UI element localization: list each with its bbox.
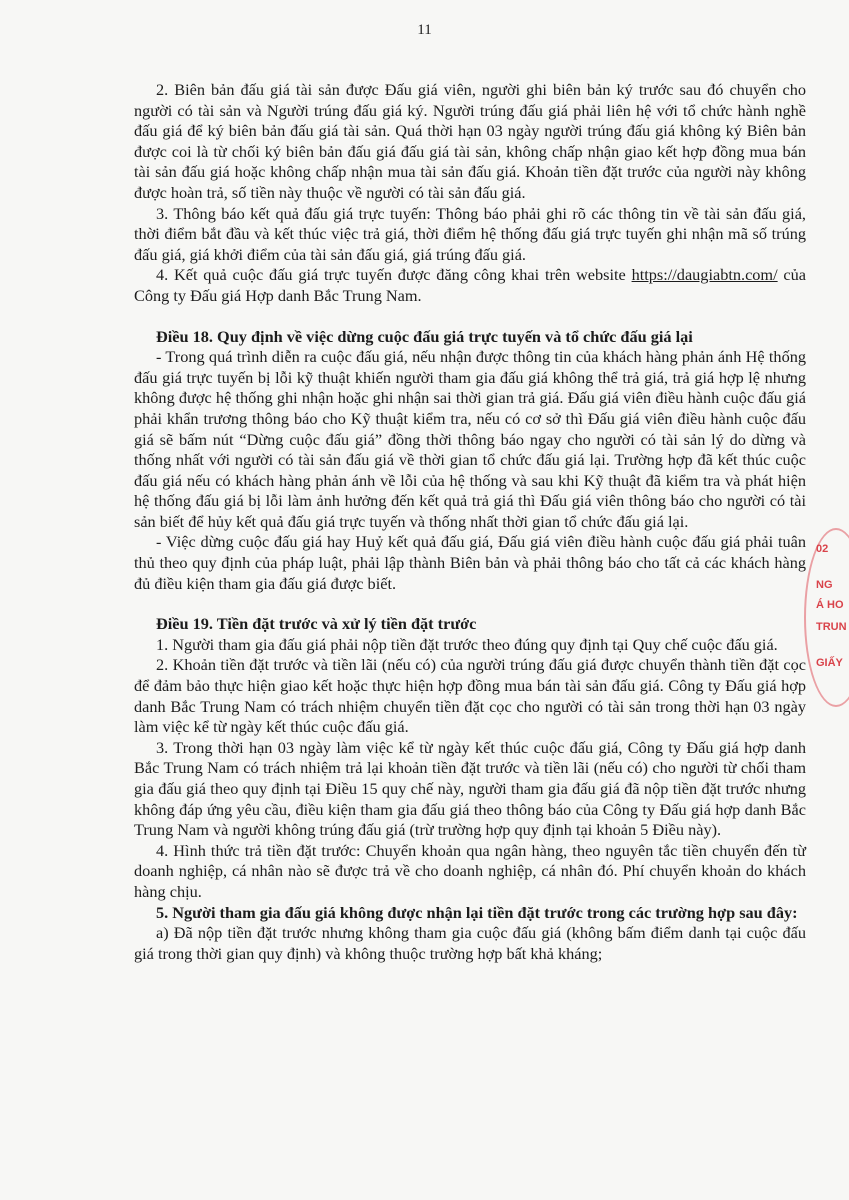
paragraph: 2. Khoản tiền đặt trước và tiền lãi (nếu có) của người trúng đấu giá được chuyển thành tiền đặt cọc để đảm bảo thực hiện giao kết hoặc thực hiện hợp đồng mua bán tài sản đấu giá. Công ty Đấu giá hợp danh Bắc Trung Nam có trách nhiệm chuyển tiền đặt cọc cho người có tài sản trong thời hạn 03 ngày làm việc kể từ ngày kết thúc cuộc đấu giá. bbox=[134, 655, 806, 737]
website-link[interactable]: https://daugiabtn.com/ bbox=[631, 265, 778, 285]
stamp-text: TRUN bbox=[816, 621, 847, 633]
paragraph: 1. Người tham gia đấu giá phải nộp tiền đặt trước theo đúng quy định tại Quy chế cuộc đấu giá. bbox=[156, 634, 778, 654]
paragraph-with-link bbox=[134, 265, 806, 306]
paragraph: 4. Hình thức trả tiền đặt trước: Chuyển khoản qua ngân hàng, theo nguyên tắc tiền chuyển đến từ doanh nghiệp, cá nhân nào sẽ được trả về cho doanh nghiệp, cá nhân đó. Phí chuyển khoản do khách hàng chịu. bbox=[134, 840, 806, 901]
stamp-text: Á HO bbox=[816, 599, 844, 611]
document-body bbox=[134, 80, 806, 964]
link-text-after: của Công ty Đấu giá Hợp danh Bắc Trung Nam. bbox=[134, 265, 806, 305]
paragraph: 3. Thông báo kết quả đấu giá trực tuyến: Thông báo phải ghi rõ các thông tin về tài sản đấu giá, thời điểm bắt đầu và kết thúc việc trả giá, thời điểm hệ thống đấu giá trực tuyến ghi nhận mã số trúng đấu giá, giá khởi điểm của tài sản đấu giá, giá trúng đấu giá. bbox=[134, 203, 806, 264]
article-18-heading: Điều 18. Quy định về việc dừng cuộc đấu giá trực tuyến và tổ chức đấu giá lại bbox=[156, 326, 693, 346]
article-19-heading: Điều 19. Tiền đặt trước và xử lý tiền đặt trước bbox=[156, 614, 477, 634]
paragraph: a) Đã nộp tiền đặt trước nhưng không tham gia cuộc đấu giá (không bấm điểm danh tại cuộc đấu giá trong thời gian quy định) và không thuộc trường hợp bất khả kháng; bbox=[134, 923, 806, 963]
stamp-text: 02 bbox=[816, 543, 829, 555]
paragraph: 3. Trong thời hạn 03 ngày làm việc kể từ ngày kết thúc cuộc đấu giá, Công ty Đấu giá hợp danh Bắc Trung Nam có trách nhiệm trả lại khoản tiền đặt trước và tiền lãi (nếu có) cho người từ chối tham gia đấu giá theo quy định tại Điều 15 quy chế này, người tham gia đấu giá đã nộp tiền đặt trước nhưng không đáp ứng yêu cầu, điều kiện tham gia đấu giá theo thông báo của Công ty Đấu giá hợp danh Bắc Trung Nam và người không trúng đấu giá (trừ trường hợp quy định tại khoản 5 Điều này). bbox=[134, 737, 806, 840]
clause-5-heading: 5. Người tham gia đấu giá không được nhận lại tiền đặt trước trong các trường hợp sau đây: bbox=[156, 902, 798, 922]
red-seal-stamp bbox=[812, 528, 849, 708]
paragraph: - Việc dừng cuộc đấu giá hay Huỷ kết quả đấu giá, Đấu giá viên điều hành cuộc đấu giá phải tuân thủ theo quy định của pháp luật, phải lập thành Biên bản và phải thông báo cho tất cả các khách hàng đủ điều kiện tham gia đấu giá được biết. bbox=[134, 532, 806, 593]
paragraph: - Trong quá trình diễn ra cuộc đấu giá, nếu nhận được thông tin của khách hàng phản ánh Hệ thống đấu giá trực tuyến bị lỗi kỹ thuật khiến người tham gia đấu giá không thể trả giá, trả giá hợp lệ nhưng không được hệ thống ghi nhận hoặc ghi nhận sai thời gian trả giá. Đấu giá viên điều hành cuộc đấu giá phải khẩn trương thông báo cho Kỹ thuật kiểm tra, nếu có cơ sở thì Đấu giá viên điều hành cuộc đấu giá sẽ bấm nút “Dừng cuộc đấu giá” đồng thời thông báo ngay cho người có tài sản lý do dừng và thống nhất với người có tài sản đấu giá về thời gian tổ chức đấu giá lại. Trường hợp đã kết thúc cuộc đấu giá nếu có khách hàng phản ánh về lỗi của hệ thống và sau khi Kỹ thuật đã kiểm tra và phát hiện hệ thống đấu giá bị lỗi làm ảnh hưởng đến kết quả trả giá thì Đấu giá viên thông báo cho người có tài sản biết để hủy kết quả đấu giá trực tuyến và thống nhất thời gian tổ chức đấu giá lại. bbox=[134, 347, 806, 531]
paragraph: 2. Biên bản đấu giá tài sản được Đấu giá viên, người ghi biên bản ký trước sau đó chuyển cho người có tài sản và Người trúng đấu giá ký. Người trúng đấu giá phải liên hệ với tổ chức hành nghề đấu giá để ký biên bản đấu giá tài sản. Quá thời hạn 03 ngày người trúng đấu giá không ký Biên bản được coi là từ chối ký biên bản đấu giá đấu giá tài sản, không chấp nhận giao kết hợp đồng mua bán tài sản đấu giá hoặc không chấp nhận mua tài sản đấu giá. Khoản tiền đặt trước của người này không được hoàn trả, số tiền này thuộc về người có tài sản đấu giá. bbox=[134, 80, 806, 202]
stamp-text: NG bbox=[816, 579, 833, 591]
page-number: 11 bbox=[417, 22, 432, 38]
link-text-before: 4. Kết quả cuộc đấu giá trực tuyến được đăng công khai trên website bbox=[156, 265, 632, 285]
stamp-text: GIẤY bbox=[816, 657, 843, 669]
